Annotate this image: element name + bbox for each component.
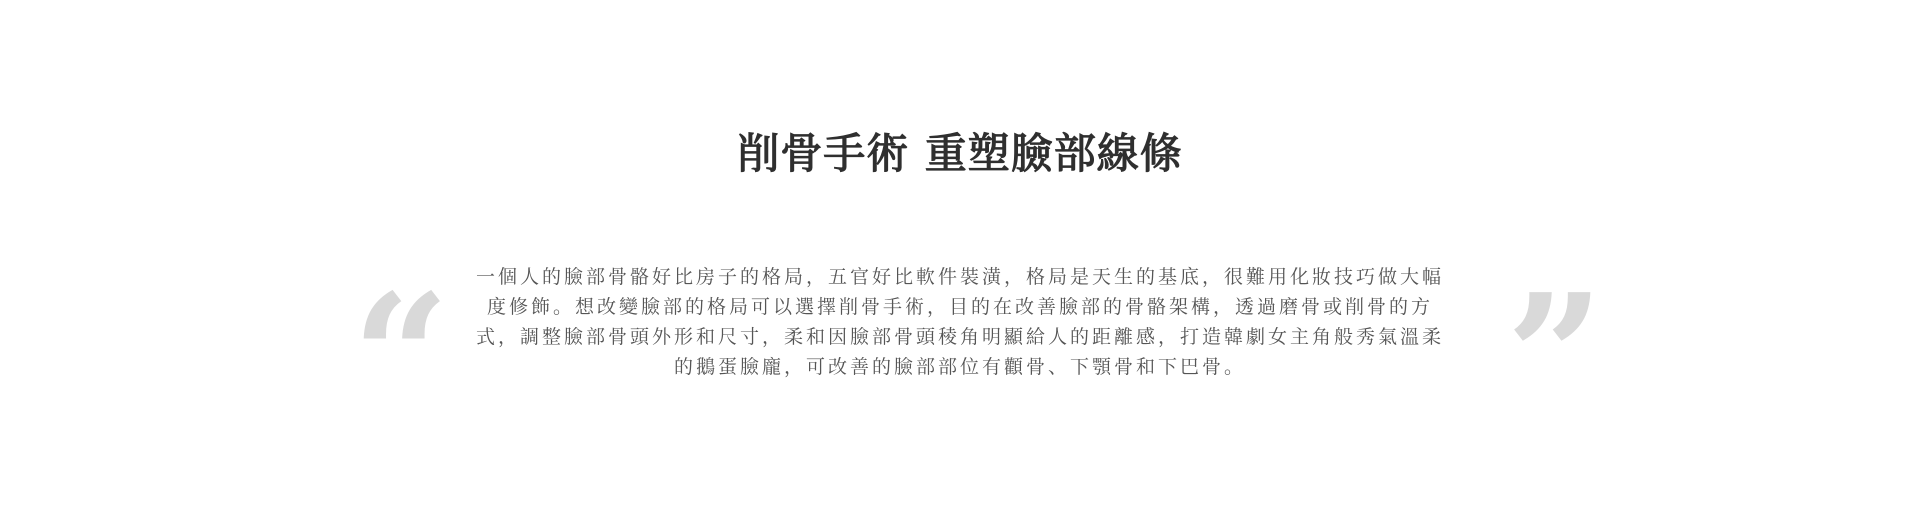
section-title: 削骨手術 重塑臉部線條 [737,129,1183,178]
close-quote-icon: ” [1506,257,1604,457]
quote-block [470,262,1450,382]
quote-text: 一個人的臉部骨骼好比房子的格局，五官好比軟件裝潢，格局是天生的基底，很難用化妝技巧做大幅度修飾。想改變臉部的格局可以選擇削骨手術，目的在改善臉部的骨骼架構，透過磨骨或削骨的方式，調整臉部骨頭外形和尺寸，柔和因臉部骨頭稜角明顯給人的距離感，打造韓劇女主角般秀氣溫柔的鵝蛋臉龐，可改善的臉部部位有顴骨、下顎骨和下巴骨。 [475,266,1444,378]
open-quote-icon: “ [352,257,450,457]
